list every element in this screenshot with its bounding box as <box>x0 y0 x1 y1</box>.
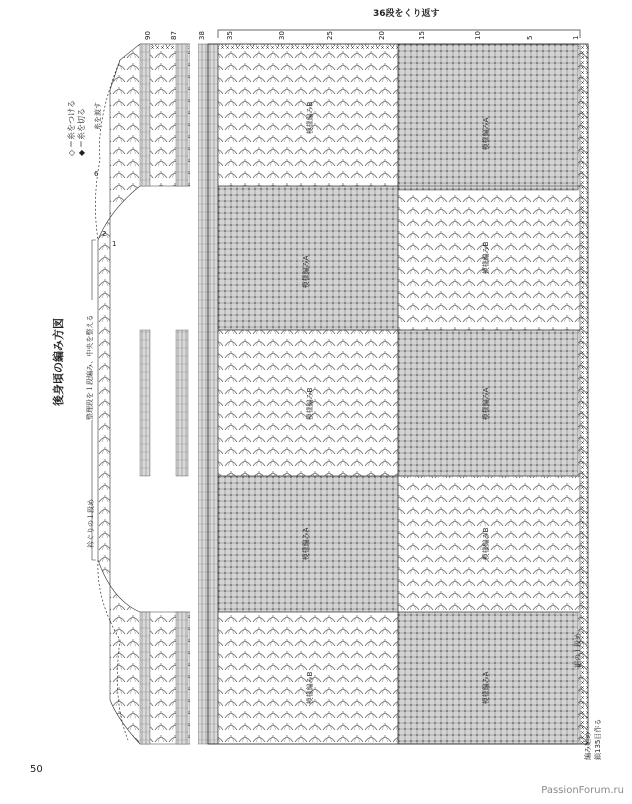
attach-icon: ◇ <box>67 149 76 156</box>
page-number: 50 <box>30 764 43 775</box>
pattern-label-b-7: 模様編みB <box>482 527 490 561</box>
row-number-top-87: 87 <box>170 31 178 40</box>
adjust-annotation: 整理段を１段編み、中央を整える <box>86 314 94 420</box>
pattern-label-b-4: 模様編みB <box>306 387 314 421</box>
row-number-side-1: 1 <box>112 240 117 248</box>
pattern-label-a-9: 模様編みA <box>482 671 490 705</box>
column-strip-3 <box>176 44 188 186</box>
cut-legend-label: ＝糸を切る <box>77 108 86 148</box>
cut-icon: ◆ <box>77 149 86 156</box>
pattern-label-a-6: 模様編みA <box>302 527 310 561</box>
pattern-label-b-1: 模様編みB <box>306 101 314 135</box>
start-annotation: 編み始め <box>584 732 592 760</box>
row-number-side-6: 6 <box>94 170 99 178</box>
column-strip-5 <box>176 330 188 476</box>
column-strip-4 <box>176 612 188 744</box>
row-number-top-25: 25 <box>326 31 334 40</box>
row-number-top-10: 10 <box>474 31 482 40</box>
row-number-top-5: 5 <box>526 35 534 40</box>
chain-count-annotation: 鎖135目作る <box>594 718 602 760</box>
attach-legend-label: ＝糸をつける <box>67 100 76 148</box>
pattern-label-a-5: 模様編みA <box>482 387 490 421</box>
pattern-label-b-8: 模様編みB <box>306 671 314 705</box>
row-number-top-35: 35 <box>226 31 234 40</box>
pattern-label-a-2: 模様編みA <box>302 255 310 289</box>
chart-title: 後身頃の編み方図 <box>52 318 65 406</box>
row-number-top-90: 90 <box>144 31 152 40</box>
row-number-top-20: 20 <box>378 31 386 40</box>
chart-body <box>92 30 590 744</box>
repeat-annotation: 36段をくり返す <box>373 9 440 19</box>
column-strip-1 <box>140 44 150 186</box>
pattern-label-a-0: 模様編みA <box>482 117 490 151</box>
row-number-top-15: 15 <box>418 31 426 40</box>
hem-first-annotation: 裾の１段め <box>574 633 582 668</box>
row-number-side-2: 2 <box>102 230 107 238</box>
column-strip-6 <box>140 330 150 476</box>
watermark: PassionForum.ru <box>541 785 624 796</box>
pattern-label-b-3: 模様編みB <box>482 241 490 275</box>
yarn-leave-annotation: 糸を渡す <box>94 102 102 130</box>
row-number-top-30: 30 <box>278 31 286 40</box>
pattern-a-block-0 <box>398 44 578 190</box>
armhole-start-annotation: 衿ぐりの１段め <box>87 499 95 548</box>
row-number-top-1: 1 <box>572 35 580 40</box>
column-strip-2 <box>140 612 150 744</box>
row-number-top-38: 38 <box>198 31 206 40</box>
